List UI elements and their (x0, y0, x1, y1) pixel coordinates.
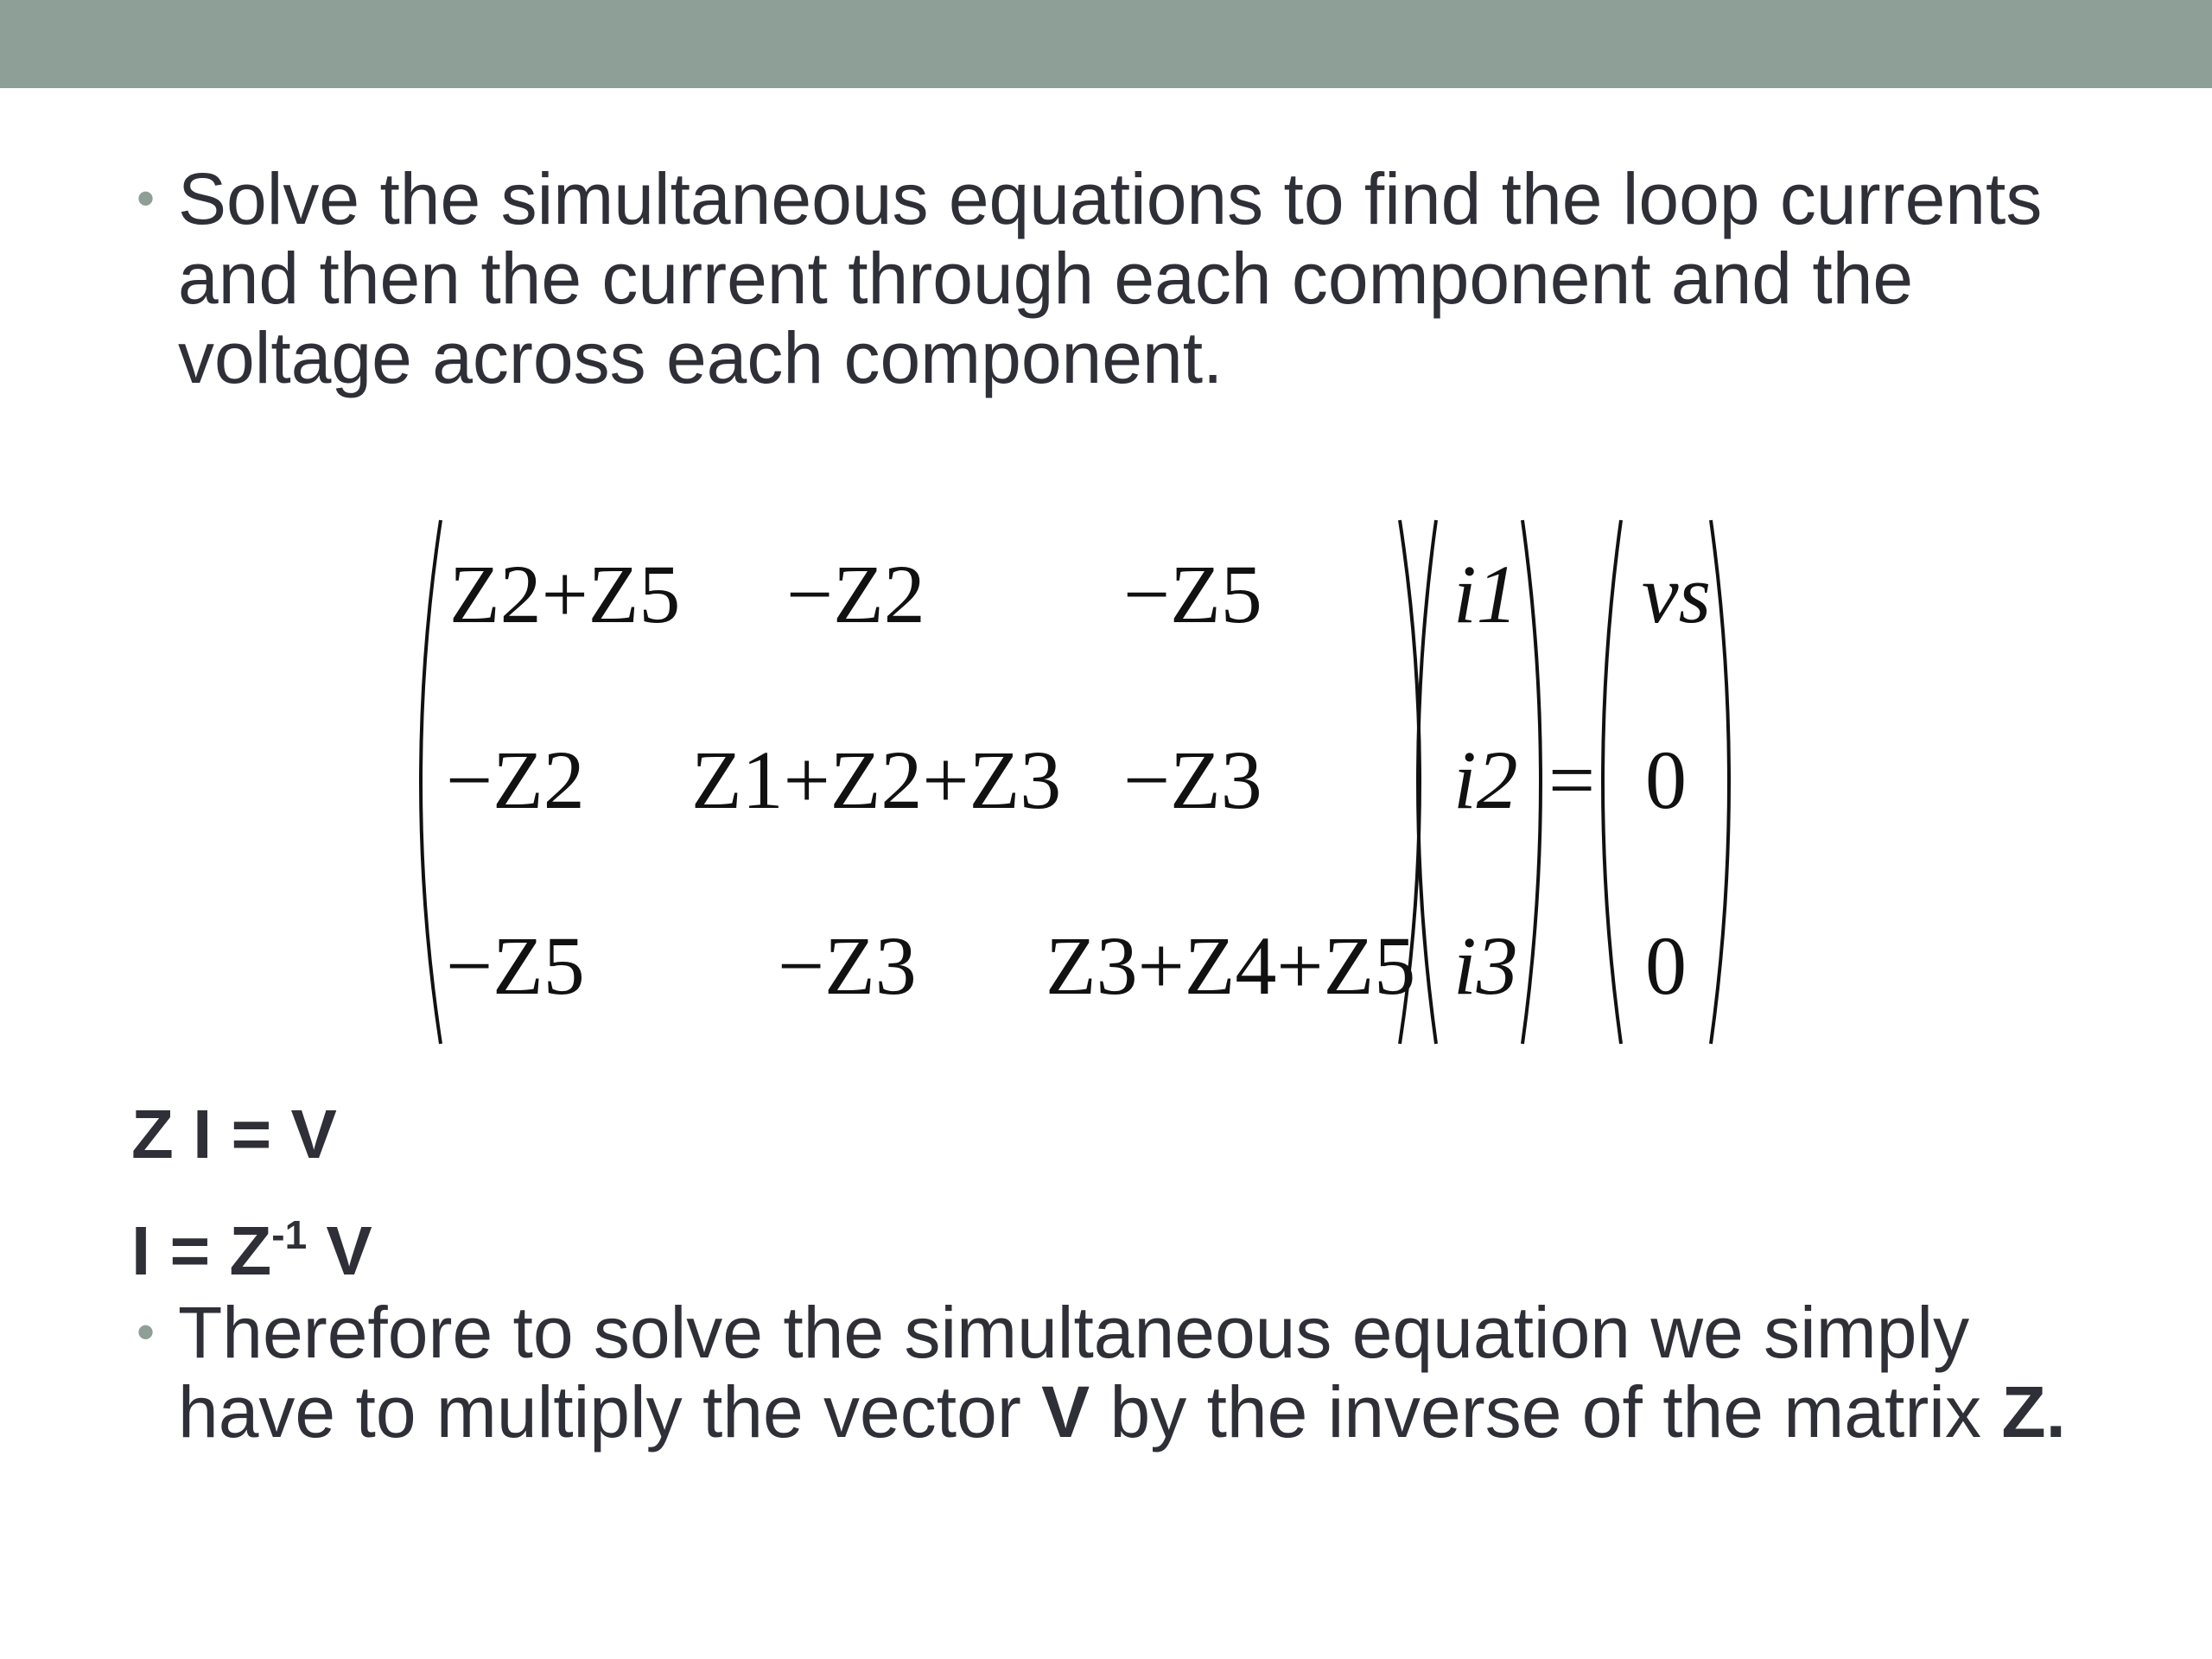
eq-2-prefix: I = Z (131, 1212, 272, 1289)
z-cell-1-3: −Z5 (1123, 548, 1262, 640)
z-cell-2-2: Z1+Z2+Z3 (691, 734, 1062, 826)
z-cell-2-3: −Z3 (1123, 734, 1262, 826)
equals-sign: = (1548, 734, 1596, 826)
z-cell-3-2: −Z3 (778, 919, 917, 1012)
v-cell-3: 0 (1645, 919, 1687, 1012)
equation-zi-v: Z I = V (131, 1096, 337, 1173)
bullet-2-text-b: by the inverse of the matrix (1090, 1371, 2002, 1452)
eq-2-superscript: -1 (271, 1212, 308, 1257)
matrix-equation (406, 510, 1754, 1054)
i-cell-2: i2 (1453, 734, 1518, 826)
z-cell-3-1: −Z5 (446, 919, 585, 1012)
bullet-therefore (130, 1293, 2131, 1452)
z-cell-3-3: Z3+Z4+Z5 (1046, 919, 1416, 1012)
z-cell-1-2: −Z2 (786, 548, 925, 640)
bullet-2-text-a: Therefore to solve the simultaneous equation we simply have to multiply the vector (178, 1292, 1970, 1452)
v-cell-1: vs (1642, 548, 1711, 640)
v-cell-2: 0 (1645, 734, 1687, 826)
i-vector-right-paren (1522, 520, 1541, 1044)
matrix-equation-svg (406, 510, 1754, 1054)
title-band (0, 0, 2212, 88)
z-cell-1-1: Z2+Z5 (449, 548, 681, 640)
v-vector-left-paren (1603, 520, 1621, 1044)
bullet-1-text: Solve the simultaneous equations to find the loop currents and then the current through each component and the voltage across each component. (178, 158, 2043, 398)
bullet-dot-icon: • (137, 169, 156, 227)
i-cell-3: i3 (1453, 919, 1518, 1012)
equation-i-zinv-v (131, 1196, 372, 1290)
bullet-2-bold-v: V (1041, 1371, 1090, 1452)
bullet-dot-icon: • (137, 1303, 156, 1361)
z-matrix-left-paren (421, 520, 441, 1044)
bullet-solve-equations (130, 159, 2131, 397)
z-cell-2-1: −Z2 (446, 734, 585, 826)
bullet-2-bold-z: Z. (2001, 1371, 2066, 1452)
v-vector-right-paren (1711, 520, 1729, 1044)
eq-2-suffix: V (307, 1212, 372, 1289)
i-cell-1: i1 (1453, 548, 1518, 640)
